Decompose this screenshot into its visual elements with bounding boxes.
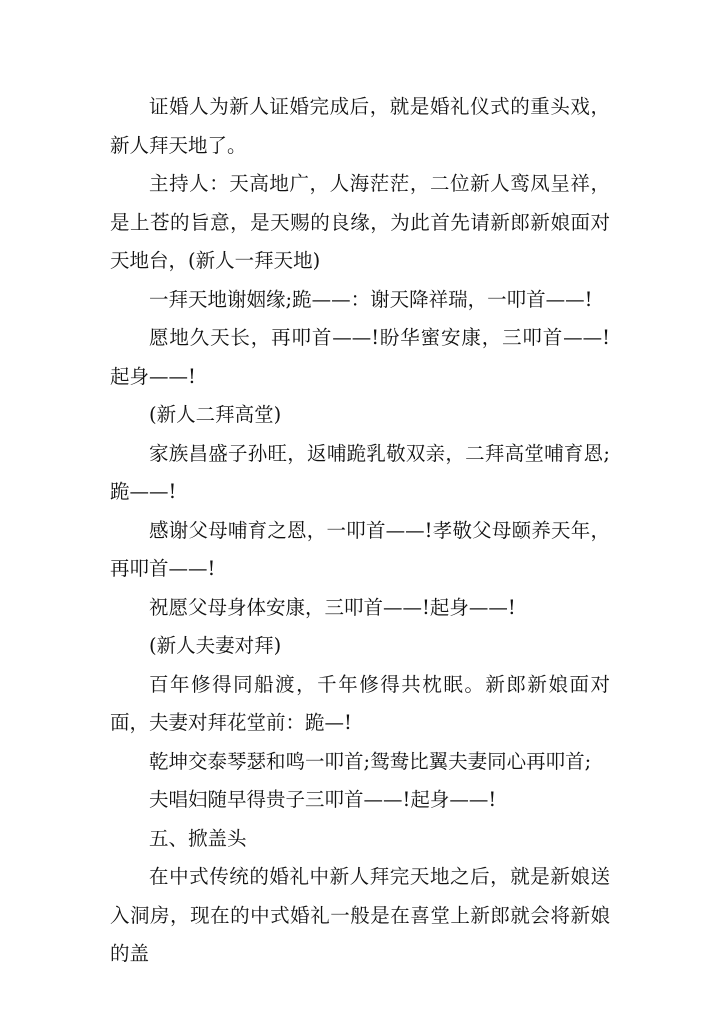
paragraph-9: (新人夫妻对拜) — [149, 634, 282, 657]
paragraph-14: 在中式传统的婚礼中新人拜完天地之后，就是新娘送入洞房，现在的中式婚礼一般是在喜堂上新郎就会将新娘的盖 — [110, 865, 610, 965]
paragraph-11: 乾坤交泰琴瑟和鸣一叩首;鸳鸯比翼夫妻同心再叩首; — [149, 749, 592, 773]
paragraph-6: 家族昌盛子孙旺，返哺跪乳敬双亲，二拜高堂哺育恩;跪——! — [110, 441, 610, 503]
document-body — [110, 88, 610, 974]
paragraph-3: 一拜天地谢姻缘;跪——：谢天降祥瑞，一叩首——! — [149, 287, 593, 311]
paragraph-8: 祝愿父母身体安康，三叩首——!起身——! — [149, 595, 516, 619]
paragraph-7: 感谢父母哺育之恩，一叩首——!孝敬父母颐养天年，再叩首——! — [110, 518, 610, 580]
paragraph-12: 夫唱妇随早得贵子三叩首——!起身——! — [149, 788, 497, 811]
paragraph-5: (新人二拜高堂) — [149, 403, 282, 426]
paragraph-2: 主持人：天高地广，人海茫茫，二位新人鸾凤呈祥，是上苍的旨意，是天赐的良缘，为此首先请新郎新娘面对天地台，(新人一拜天地) — [110, 172, 610, 272]
section-heading: 五、掀盖头 — [149, 826, 247, 850]
paragraph-1: 证婚人为新人证婚完成后，就是婚礼仪式的重头戏，新人拜天地了。 — [110, 95, 610, 157]
paragraph-10: 百年修得同船渡，千年修得共枕眠。新郎新娘面对面，夫妻对拜花堂前：跪—! — [110, 672, 610, 734]
paragraph-4: 愿地久天长，再叩首——!盼华蜜安康，三叩首——!起身——! — [110, 326, 610, 388]
